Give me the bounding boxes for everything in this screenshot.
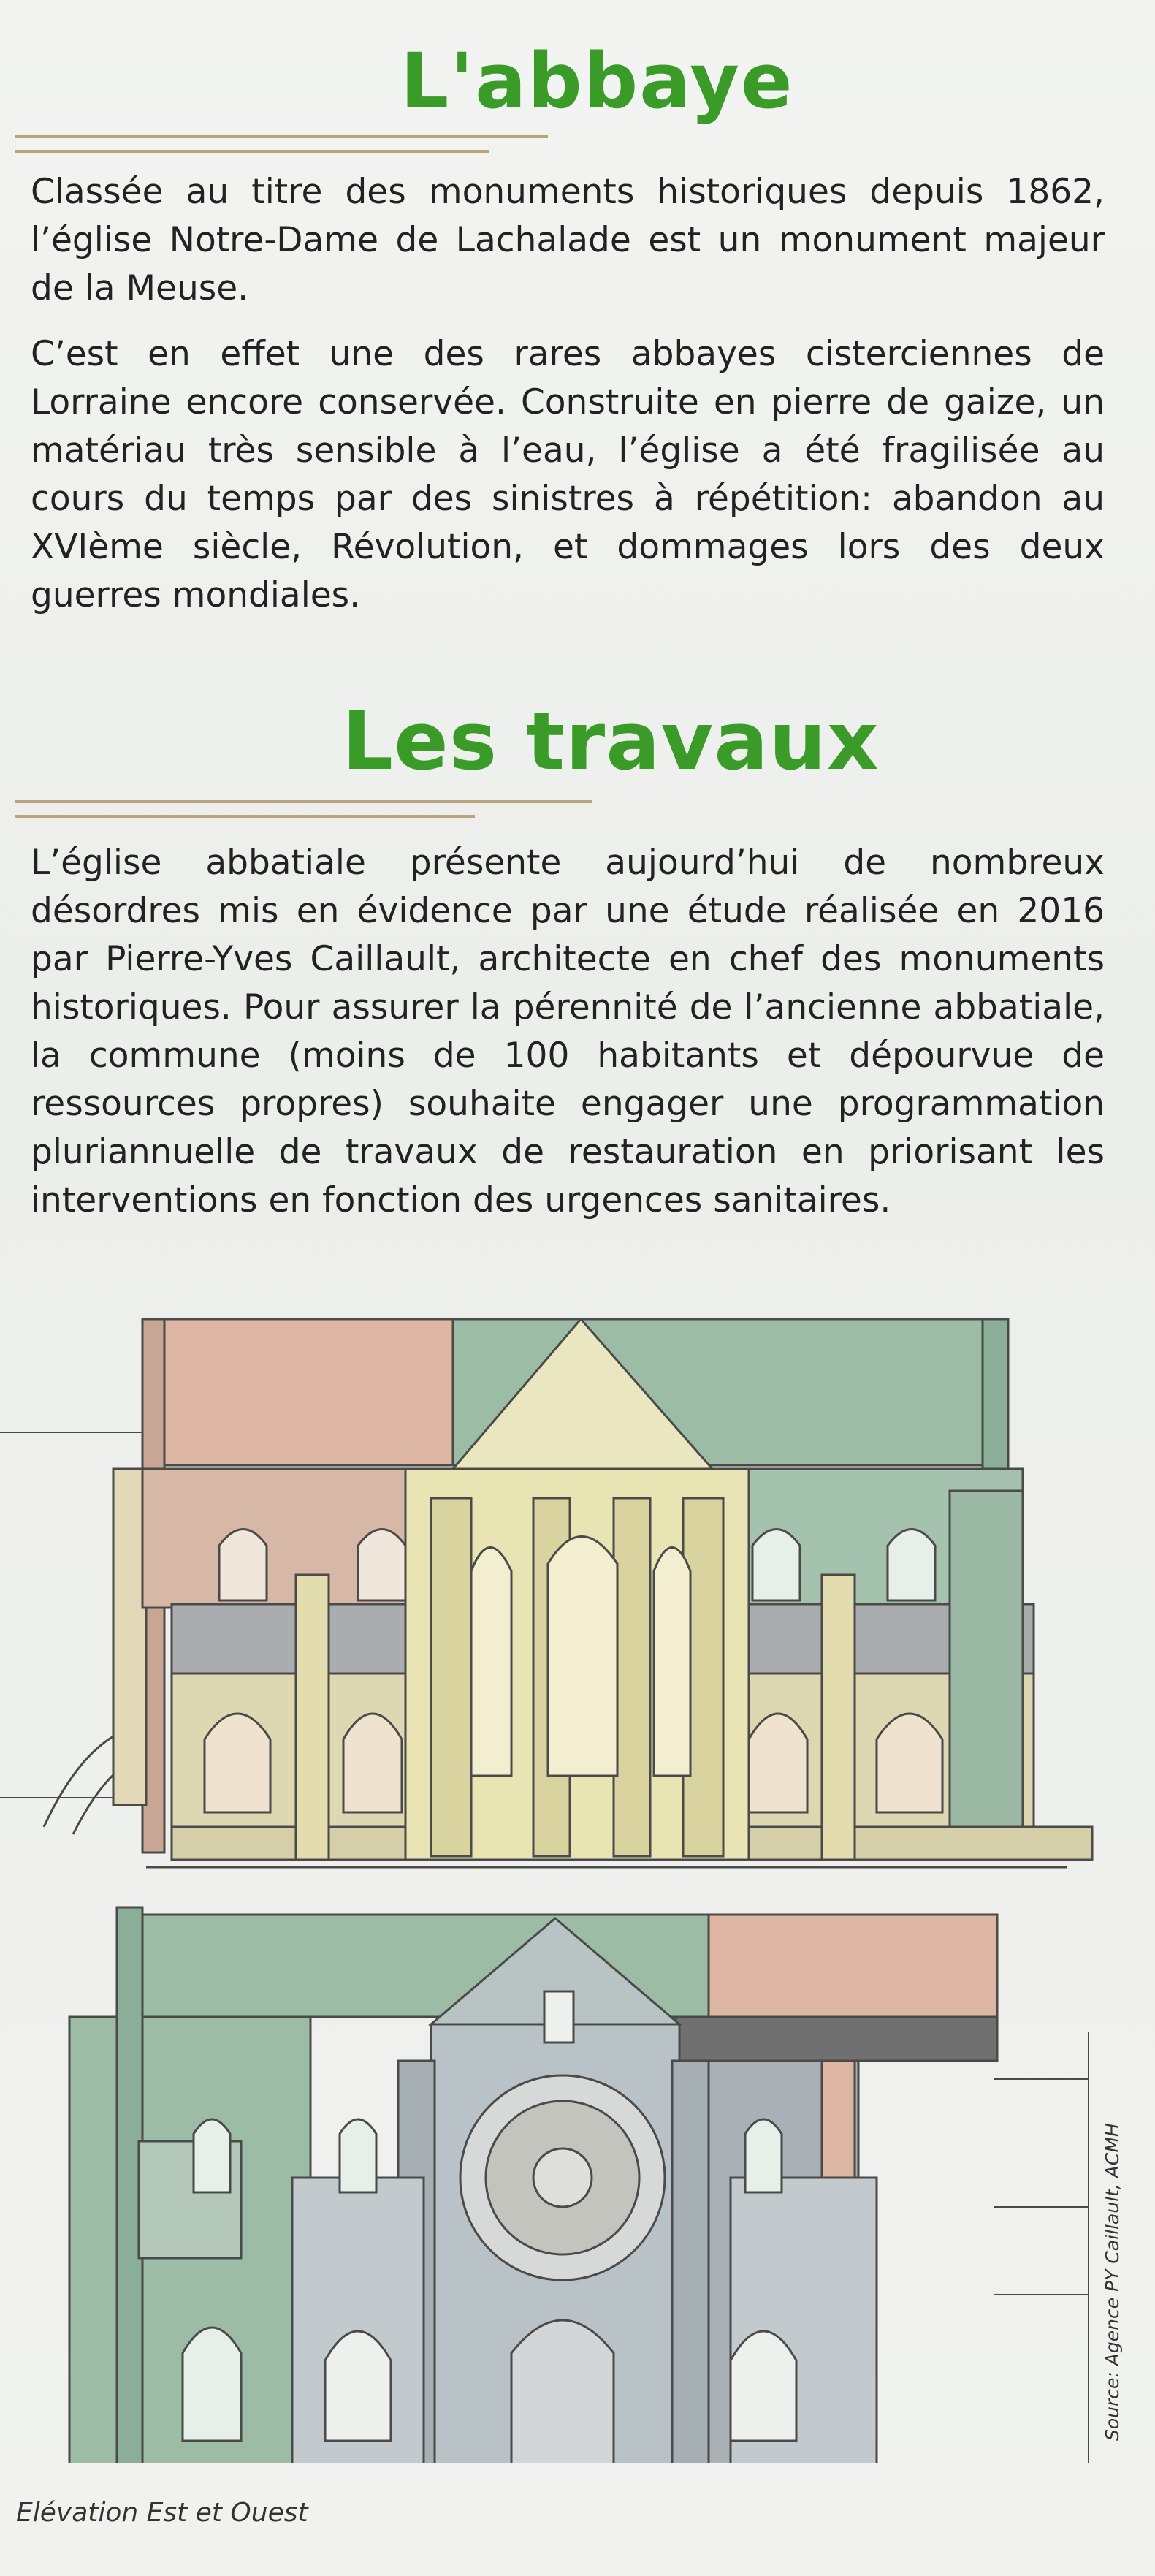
heading-rule <box>15 150 489 153</box>
heading-rule <box>15 135 548 138</box>
figure-caption: Elévation Est et Ouest <box>16 2498 308 2528</box>
heading-rule <box>15 800 592 803</box>
abbey-paragraph-1: Classée au titre des monuments historiques depuis 1862, l’église Notre-Dame de Lachalade est un monument majeur de la Meuse. <box>31 172 1105 308</box>
works-paragraph: L’église abbatiale présente aujourd’hui de nombreux désordres mis en évidence par une étude réalisée en 2016 par Pierre-Yves Caillault, architecte en chef des monuments historiques. Pour assurer la pérennité de l’ancienne abbatiale, la commune (moins de 100 habitants et dépourvue de ressources propres) souhaite engager une programmation pluriannuelle de travaux de restauration en priorisant les interventions en fonction des urgences sanitaires. <box>31 843 1105 1220</box>
abbey-heading: L'abbaye <box>400 37 794 126</box>
heading-rule <box>15 815 475 818</box>
abbey-paragraph-2: C’est en effet une des rares abbayes cisterciennes de Lorraine encore conservée. Construite en pierre de gaize, un matériau très sensible à l’eau, l’église a été fragilisée au cours du temps par des sinistres à répétition: abandon au XVIème siècle, Révolution, et dommages lors des deux guerres mondiales. <box>31 334 1105 615</box>
figure-source: Source: Agence PY Caillault, ACMH <box>1102 2123 1123 2441</box>
west-elevation <box>66 1907 1089 2463</box>
east-elevation <box>0 1319 1092 1867</box>
works-heading: Les travaux <box>342 694 880 788</box>
church-elevation-drawing <box>0 1301 1155 2463</box>
